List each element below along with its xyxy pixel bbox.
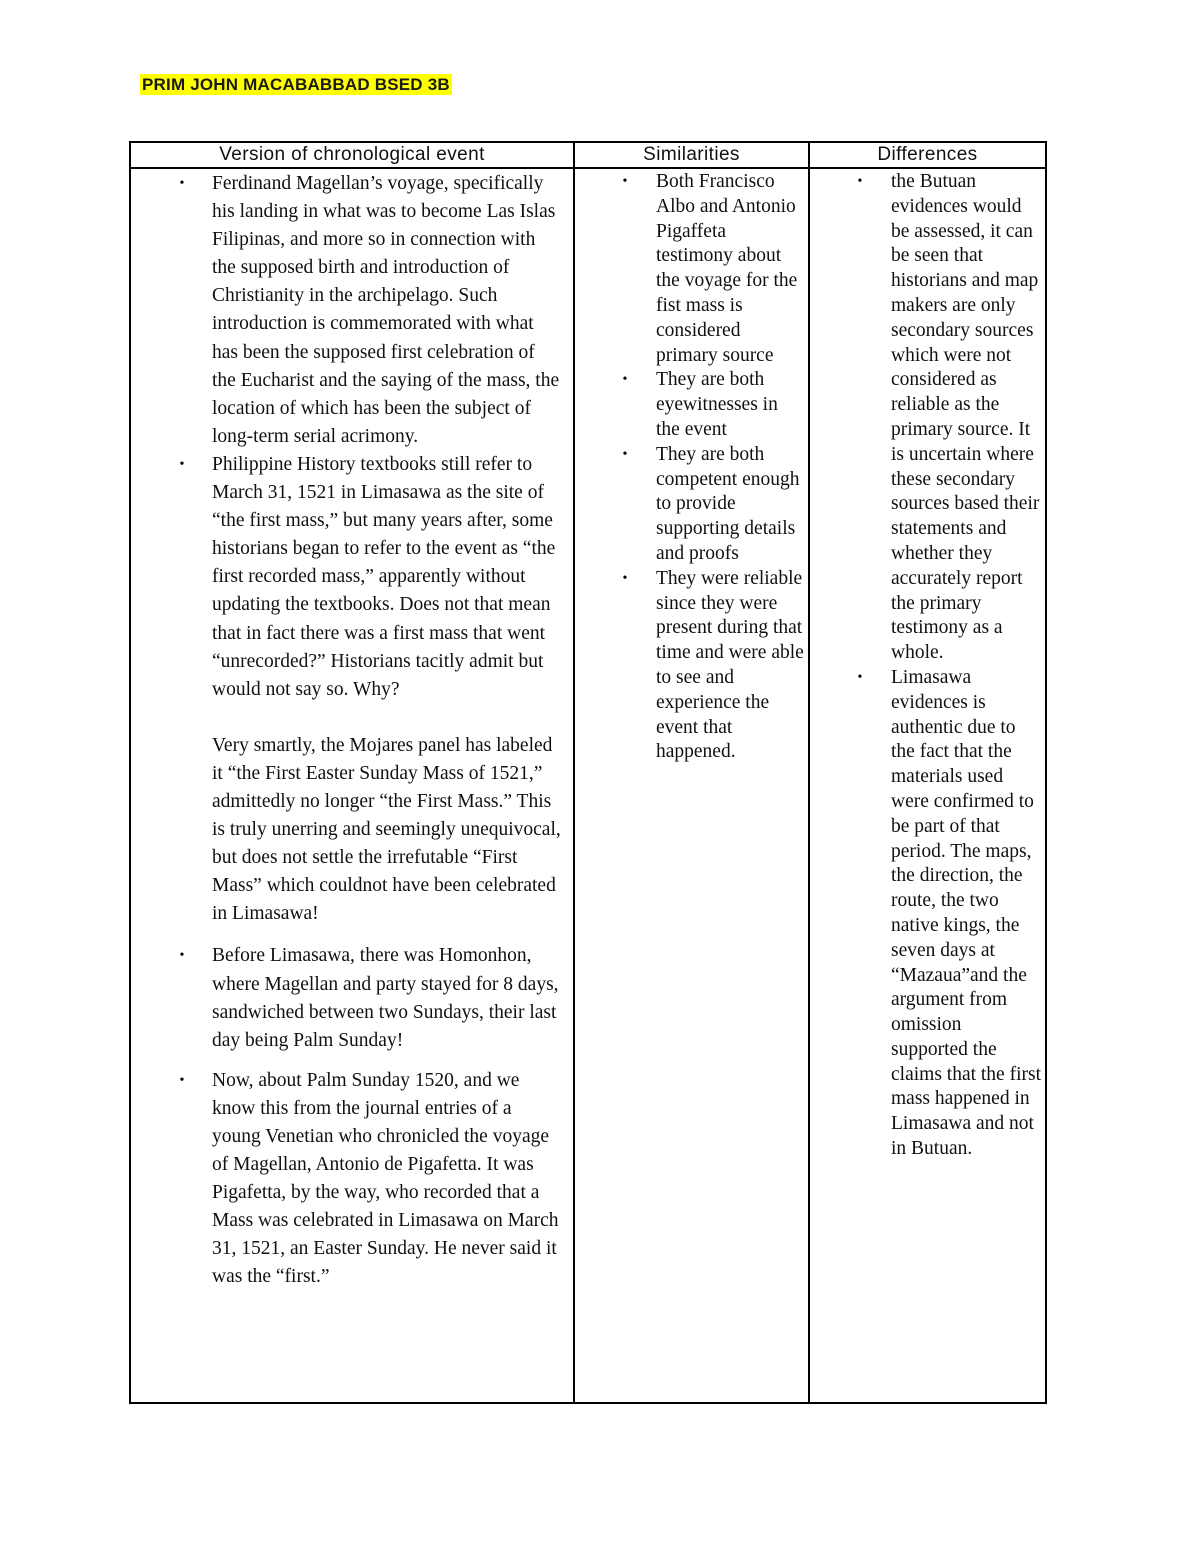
list-item-text: They were reliable since they were present during that time and were able to see and experience the event that happened. <box>656 567 804 763</box>
list-item <box>575 170 808 368</box>
column-header-similarities: Similarities <box>574 142 809 168</box>
list-item-text: Both Francisco Albo and Antonio Pigaffeta testimony about the voyage for the fist mass is considered primary source <box>656 171 798 366</box>
list-item-text: Now, about Palm Sunday 1520, and we know this from the journal entries of a young Venetian who chronicled the voyage of Magellan, Antonio de Pigafetta. It was Pigafetta, by the way, who recorded that a Mass was celebrated in Limasawa on March 31, 1521, an Easter Sunday. He never said it was the “first.” <box>212 1069 559 1288</box>
list-item <box>131 1067 573 1292</box>
column-header-version: Version of chronological event <box>130 142 574 168</box>
list-item <box>575 567 808 765</box>
list-item-text: the Butuan evidences would be assessed, it can be seen that historians and map makers are only secondary sources which were not considered as reliable as the primary source. It is uncertain where these secondary sources based their statements and whether they accurately report the primary testimony as a whole. <box>891 171 1040 664</box>
list-item <box>131 451 573 929</box>
bullet-icon: • <box>179 1072 185 1088</box>
differences-list <box>810 169 1045 1162</box>
differences-cell <box>809 168 1046 1403</box>
bullet-icon: • <box>857 174 863 189</box>
list-item-text: They are both competent enough to provide supporting details and proofs <box>656 443 800 564</box>
bullet-icon: • <box>622 570 628 586</box>
bullet-icon: • <box>179 948 185 964</box>
bullet-icon: • <box>622 372 628 388</box>
list-item-text: They are both eyewitnesses in the event <box>656 369 778 440</box>
list-item <box>131 170 573 451</box>
column-header-differences: Differences <box>809 142 1046 168</box>
bullet-icon: • <box>179 176 185 191</box>
version-list <box>131 169 573 1292</box>
list-item-text: Ferdinand Magellan’s voyage, specifically his landing in what was to become Las Islas Filipinas, and more so in connection with the supposed birth and introduction of Christianity in the archipelago. Such introduction is commemorated with what has been the supposed first celebration of the Eucharist and the saying of the mass, the location of which has been the subject of long-term serial acrimony. <box>212 173 560 447</box>
list-item-text: Before Limasawa, there was Homonhon, where Magellan and party stayed for 8 days, sandwiched between two Sundays, their last day being Palm Sunday! <box>212 945 559 1051</box>
bullet-icon: • <box>622 446 628 462</box>
table-header-row <box>130 142 1046 168</box>
list-item <box>131 942 573 1054</box>
list-item <box>810 170 1045 666</box>
comparison-table <box>129 141 1047 1404</box>
version-cell <box>130 168 574 1403</box>
list-item <box>810 666 1045 1162</box>
list-item <box>575 368 808 442</box>
list-item-text: Philippine History textbooks still refer to March 31, 1521 in Limasawa as the site of “the first mass,” but many years after, some historians began to refer to the event as “the first recorded mass,” apparently without updating the textbooks. Does not that mean that in fact there was a first mass that went “unrecorded?” Historians tacitly admit but would not say so. Why? <box>212 453 556 700</box>
author-name-line: PRIM JOHN MACABABBAD BSED 3B <box>142 75 450 94</box>
bullet-icon: • <box>622 174 628 189</box>
bullet-icon: • <box>179 456 185 472</box>
list-item-text: Limasawa evidences is authentic due to the fact that the materials used were confirmed to be part of that period. The maps, the direction, the route, the two native kings, the seven days at “Mazaua”and the argument from omission supported the claims that the first mass happened in Limasawa and not in Butuan. <box>891 666 1042 1160</box>
similarities-list <box>575 169 808 765</box>
bullet-icon: • <box>857 669 863 685</box>
mojares-paragraph: Very smartly, the Mojares panel has labeled it “the First Easter Sunday Mass of 1521,” admittedly no longer “the First Mass.” This is truly unerring and seemingly unequivocal, but does not settle the irrefutable “First Mass” which couldnot have been celebrated in Limasawa! <box>212 734 561 925</box>
similarities-cell <box>574 168 809 1403</box>
table-row <box>130 168 1046 1403</box>
list-item <box>575 443 808 567</box>
